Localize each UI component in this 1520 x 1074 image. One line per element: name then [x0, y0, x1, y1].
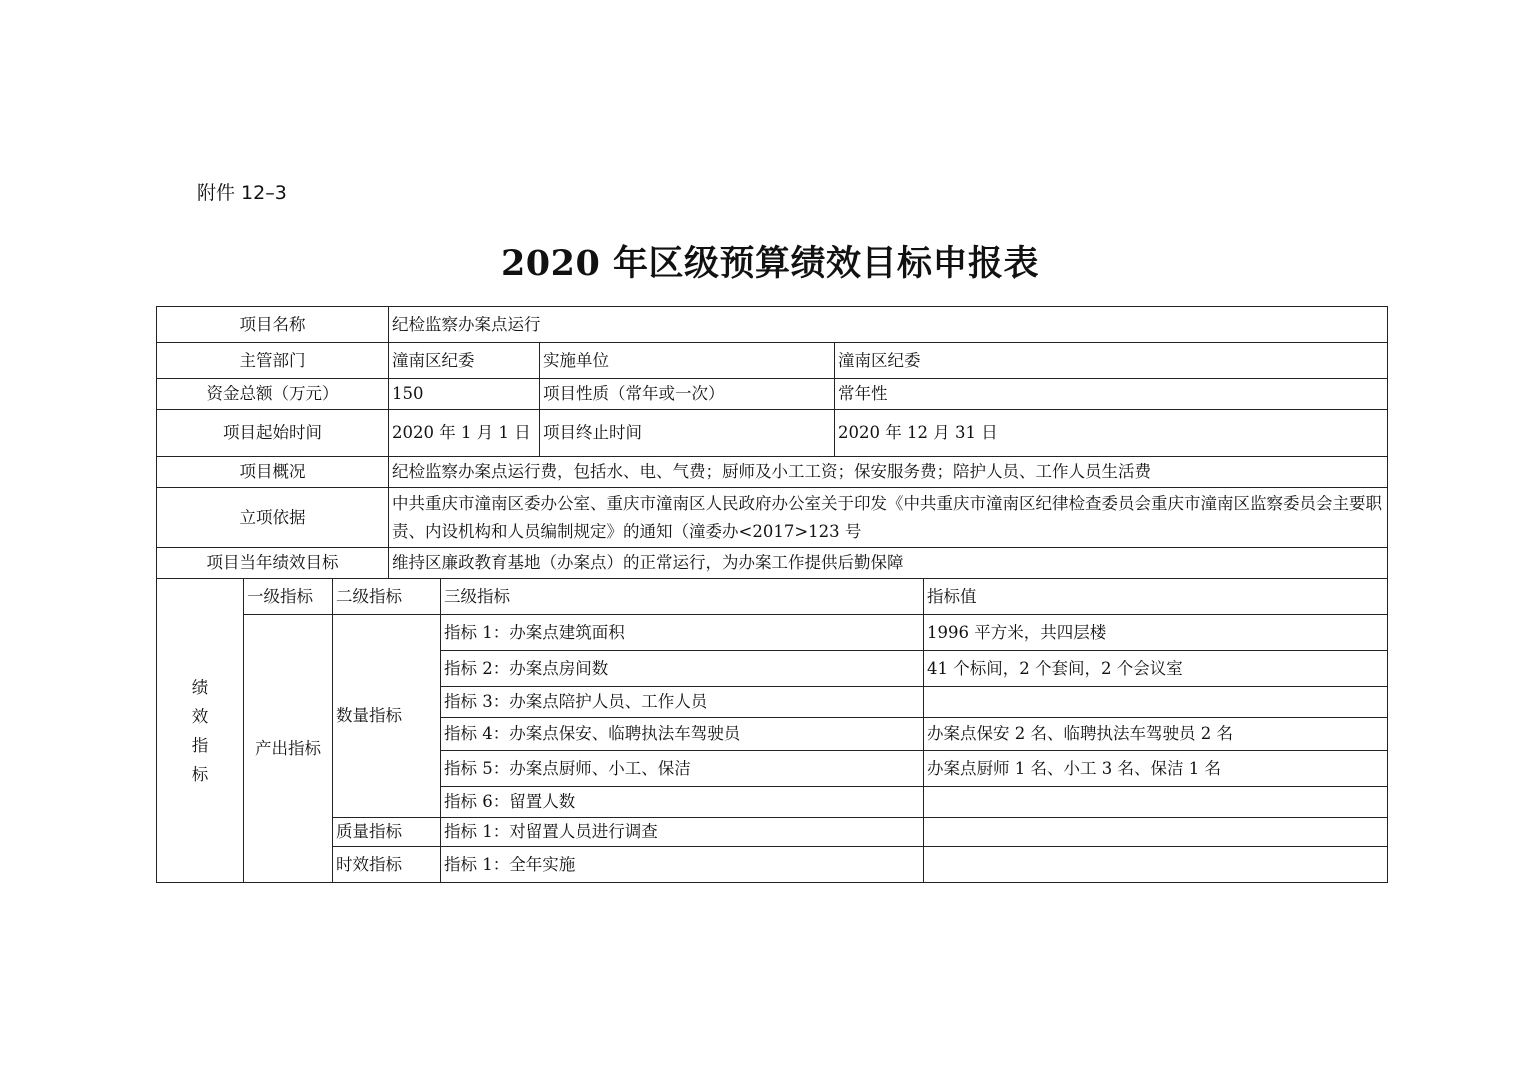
dept-value: 潼南区纪委	[389, 343, 540, 379]
indicator-name: 指标 4：办案点保安、临聘执法车驾驶员	[441, 718, 924, 751]
indicator-value: 办案点厨师 1 名、小工 3 名、保洁 1 名	[924, 751, 1388, 787]
indicator-name: 指标 6：留置人数	[441, 787, 924, 818]
indicator-value	[924, 847, 1388, 883]
level2-quality: 质量指标	[333, 818, 441, 847]
goal-label: 项目当年绩效目标	[157, 548, 389, 579]
basis-label: 立项依据	[157, 488, 389, 548]
indicator-value: 41 个标间，2 个套间，2 个会议室	[924, 651, 1388, 687]
funds-value: 150	[389, 379, 540, 410]
level1-output: 产出指标	[244, 615, 333, 883]
level2-timeliness: 时效指标	[333, 847, 441, 883]
row-overview	[157, 457, 1388, 488]
indicator-value	[924, 818, 1388, 847]
indicator-name: 指标 5：办案点厨师、小工、保洁	[441, 751, 924, 787]
impl-label: 实施单位	[540, 343, 835, 379]
section-label: 绩效指标	[191, 677, 209, 784]
start-label: 项目起始时间	[157, 410, 389, 457]
performance-indicator-section	[157, 579, 244, 883]
row-department	[157, 343, 1388, 379]
overview-label: 项目概况	[157, 457, 389, 488]
indicator-value: 办案点保安 2 名、临聘执法车驾驶员 2 名	[924, 718, 1388, 751]
funds-label: 资金总额（万元）	[157, 379, 389, 410]
indicator-name: 指标 3：办案点陪护人员、工作人员	[441, 687, 924, 718]
basis-value: 中共重庆市潼南区委办公室、重庆市潼南区人民政府办公室关于印发《中共重庆市潼南区纪律检查委员会重庆市潼南区监察委员会主要职责、内设机构和人员编制规定》的通知（潼委办<2017>123 号	[389, 488, 1388, 548]
row-goal	[157, 548, 1388, 579]
project-name-label: 项目名称	[157, 307, 389, 343]
col-header-value: 指标值	[924, 579, 1388, 615]
indicator-name: 指标 1：对留置人员进行调查	[441, 818, 924, 847]
indicator-name: 指标 1：全年实施	[441, 847, 924, 883]
indicator-value	[924, 787, 1388, 818]
end-value: 2020 年 12 月 31 日	[835, 410, 1388, 457]
table-row	[157, 818, 1388, 847]
budget-form-table	[156, 306, 1388, 883]
col-header-level2: 二级指标	[333, 579, 441, 615]
project-name-value: 纪检监察办案点运行	[389, 307, 1388, 343]
nature-value: 常年性	[835, 379, 1388, 410]
start-value: 2020 年 1 月 1 日	[389, 410, 540, 457]
table-row	[157, 847, 1388, 883]
page-title: 2020 年区级预算绩效目标申报表	[500, 243, 1040, 284]
indicator-value: 1996 平方米，共四层楼	[924, 615, 1388, 651]
col-header-level3: 三级指标	[441, 579, 924, 615]
col-header-level1: 一级指标	[244, 579, 333, 615]
row-project-name	[157, 307, 1388, 343]
indicator-header-row	[157, 579, 1388, 615]
end-label: 项目终止时间	[540, 410, 835, 457]
impl-value: 潼南区纪委	[835, 343, 1388, 379]
row-time	[157, 410, 1388, 457]
level2-quantity: 数量指标	[333, 615, 441, 818]
row-basis	[157, 488, 1388, 548]
indicator-name: 指标 1：办案点建筑面积	[441, 615, 924, 651]
indicator-value	[924, 687, 1388, 718]
overview-value: 纪检监察办案点运行费，包括水、电、气费；厨师及小工工资；保安服务费；陪护人员、工作人员生活费	[389, 457, 1388, 488]
dept-label: 主管部门	[157, 343, 389, 379]
nature-label: 项目性质（常年或一次）	[540, 379, 835, 410]
table-row	[157, 615, 1388, 651]
attachment-label: 附件 12–3	[197, 182, 287, 204]
indicator-name: 指标 2：办案点房间数	[441, 651, 924, 687]
goal-value: 维持区廉政教育基地（办案点）的正常运行，为办案工作提供后勤保障	[389, 548, 1388, 579]
row-funds	[157, 379, 1388, 410]
